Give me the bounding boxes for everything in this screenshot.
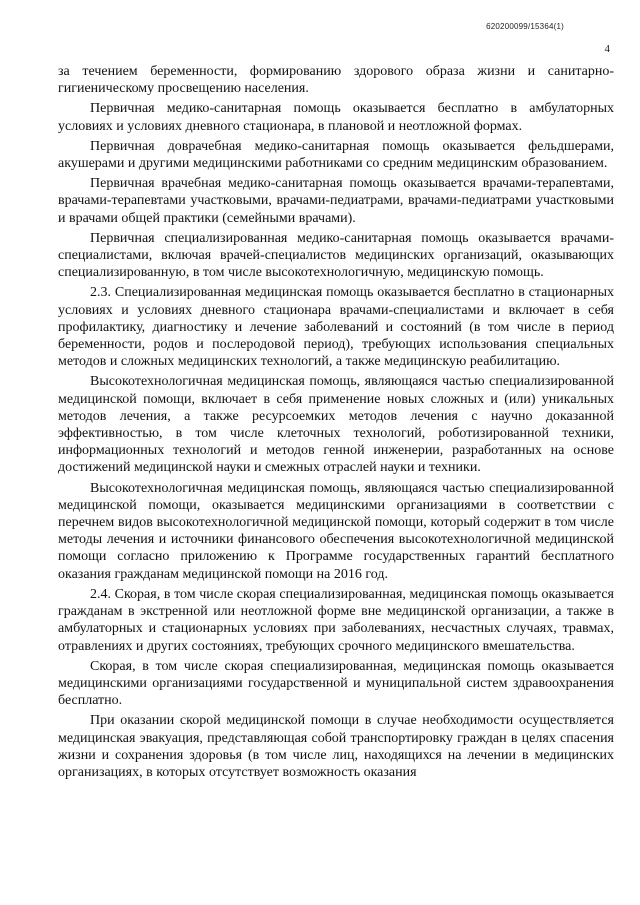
paragraph: Первичная медико-санитарная помощь оказывается бесплатно в амбулаторных условиях и условиях дневного стационара, в плановой и неотложной формах. — [58, 101, 614, 134]
paragraph: Первичная врачебная медико-санитарная помощь оказывается врачами-терапевтами, врачами-терапевтами участковыми, врачами-педиатрами, врачами-педиатрами участковыми и врачами общей практики (семейными врачами). — [58, 176, 614, 226]
page-number: 4 — [604, 43, 610, 55]
paragraph: Первичная специализированная медико-санитарная помощь оказывается врачами-специалистами, включая врачей-специалистов медицинских организаций, оказывающих специализированную, в том числе высокотехнологичную, медицинскую помощь. — [58, 230, 614, 281]
document-id: 620200099/15364(1) — [486, 22, 564, 31]
document-body — [58, 63, 614, 784]
paragraph: Высокотехнологичная медицинская помощь, являющаяся частью специализированной медицинской помощи, оказывается медицинскими организациями в соответствии с перечнем видов высокотехнологичной медицинской помощи, который содержит в том числе методы лечения и источники финансового обеспечения высокотехнологичной медицинской помощи согласно приложению к Программе государственных гарантий бесплатного оказания гражданам медицинской помощи на 2016 год. — [58, 480, 614, 582]
paragraph: 2.3. Специализированная медицинская помощь оказывается бесплатно в стационарных условиях и условиях дневного стационара врачами-специалистами и включает в себя профилактику, диагностику и лечение заболеваний и состояний (в том числе в период беременности, родов и послеродовой период), требующих использования специальных методов и сложных медицинских технологий, а также медицинскую реабилитацию. — [58, 285, 614, 370]
paragraph: Высокотехнологичная медицинская помощь, являющаяся частью специализированной медицинской помощи, включает в себя применение новых сложных и (или) уникальных методов лечения, а также ресурсоемких методов лечения с научно доказанной эффективностью, в том числе клеточных технологий, роботизированной техники, информационных технологий и методов генной инженерии, разработанных на основе достижений медицинской науки и смежных отраслей науки и техники. — [58, 374, 614, 476]
paragraph: При оказании скорой медицинской помощи в случае необходимости осуществляется медицинская эвакуация, представляющая собой транспортировку граждан в целях спасения жизни и сохранения здоровья (в том числе лиц, находящихся на лечении в медицинских организациях, в которых отсутствует возможность оказания — [58, 713, 614, 780]
paragraph: Первичная доврачебная медико-санитарная помощь оказывается фельдшерами, акушерами и другими медицинскими работниками со средним медицинским образованием. — [58, 138, 614, 172]
paragraph: за течением беременности, формированию здорового образа жизни и санитарно-гигиеническому просвещению населения. — [58, 64, 614, 97]
paragraph: 2.4. Скорая, в том числе скорая специализированная, медицинская помощь оказывается гражданам в экстренной или неотложной форме вне медицинской организации, а также в амбулаторных и стационарных условиях при заболеваниях, несчастных случаях, травмах, отравлениях и других состояниях, требующих срочного медицинского вмешательства. — [58, 586, 614, 654]
paragraph: Скорая, в том числе скорая специализированная, медицинская помощь оказывается медицинскими организациями государственной и муниципальной систем здравоохранения бесплатно. — [58, 658, 614, 709]
